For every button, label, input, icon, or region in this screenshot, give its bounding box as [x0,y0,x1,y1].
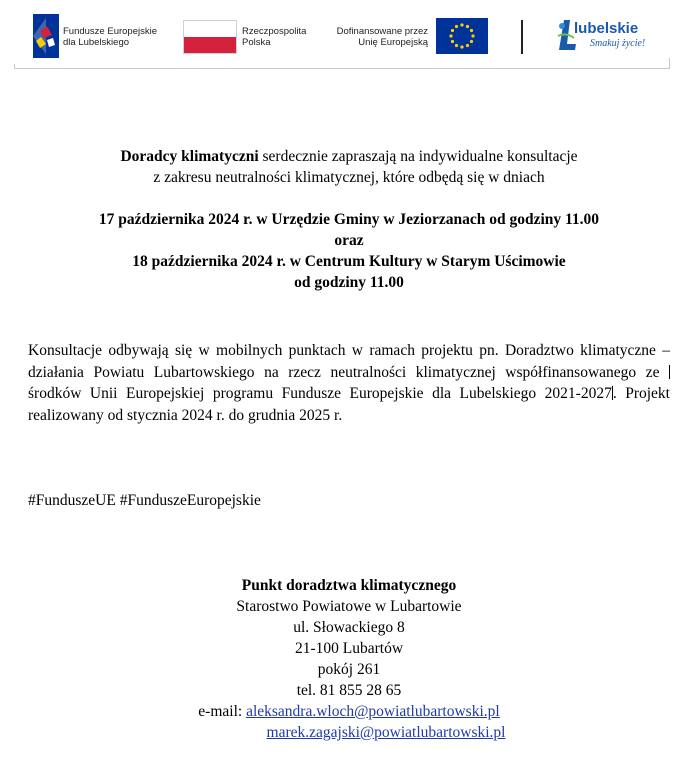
header-rule-tick-left [14,64,15,69]
date-line-2: oraz [334,232,364,249]
text-cursor [669,365,670,379]
invitation-line1 [28,146,670,167]
description-part1: Konsultacje odbywają się w mobilnych punktach w ramach projektu pn. Doradztwo klimatyczne – działania Powiatu Lubartowskiego na rzecz neutralności klimatycznej współfinansowanego ze [28,342,670,381]
logo-bar [0,0,690,70]
fe-logo-line1: Fundusze Europejskie [63,26,157,37]
description-part2: środków Unii Europejskiej programu Fundusze Europejskie dla Lubelskiego 2021-2027 [28,385,612,402]
contact-street: ul. Słowackiego 8 [293,619,405,636]
contact-phone: tel. 81 855 28 65 [296,682,402,699]
header-rule [14,68,670,69]
polish-flag-icon [183,20,237,54]
pl-logo-line1: Rzeczpospolita [242,26,307,37]
eu-flag-icon [436,18,488,54]
date-line-3: 18 października 2024 r. w Centrum Kultury w Starym Uścimowie [132,253,566,270]
contact-office: Starostwo Powiatowe w Lubartowie [236,598,462,615]
date-line-4: od godziny 11.00 [294,274,404,291]
contact-city: 21-100 Lubartów [294,640,404,657]
invitation-lead-bold: Doradcy klimatyczni [120,148,259,165]
header-rule-tick-right [669,58,670,69]
email-link-2[interactable]: marek.zagajski@powiatlubartowski.pl [266,724,506,741]
fe-logo-line2: dla Lubelskiego [63,37,130,48]
contact-room: pokój 261 [317,661,381,678]
email-link-1[interactable]: aleksandra.wloch@powiatlubartowski.pl [246,703,500,720]
ue-logo-line2: Unię Europejską [358,37,428,48]
contact-block [28,575,670,743]
contact-title: Punkt doradztwa klimatycznego [241,577,457,594]
contact-email-row-2 [28,722,670,743]
description-part3: . Projekt realizowany od stycznia 2024 r. do grudnia 2025 r. [28,385,670,424]
description-paragraph [28,340,670,426]
hashtags: #FunduszeUE #FunduszeEuropejskie [28,492,261,509]
ue-logo-line1: Dofinansowane przez [336,26,428,37]
dates-block [28,209,670,293]
invitation-lead-rest: serdecznie zapraszają na indywidualne konsultacje [258,148,578,165]
contact-email-row [28,701,670,722]
invitation-block [28,146,670,188]
logo-separator [521,20,523,54]
email-label: e-mail: [198,703,247,720]
invitation-line2: z zakresu neutralności klimatycznej, które odbędą się w dniach [153,169,545,186]
date-line-1: 17 października 2024 r. w Urzędzie Gminy w Jeziorzanach od godziny 11.00 [98,211,600,228]
pl-logo-line2: Polska [242,37,271,48]
lubelskie-logo-name: lubelskie [574,20,639,37]
lubelskie-logo-tagline: Smakuj życie! [590,38,646,49]
fundusze-europejskie-logo-icon [33,14,59,58]
